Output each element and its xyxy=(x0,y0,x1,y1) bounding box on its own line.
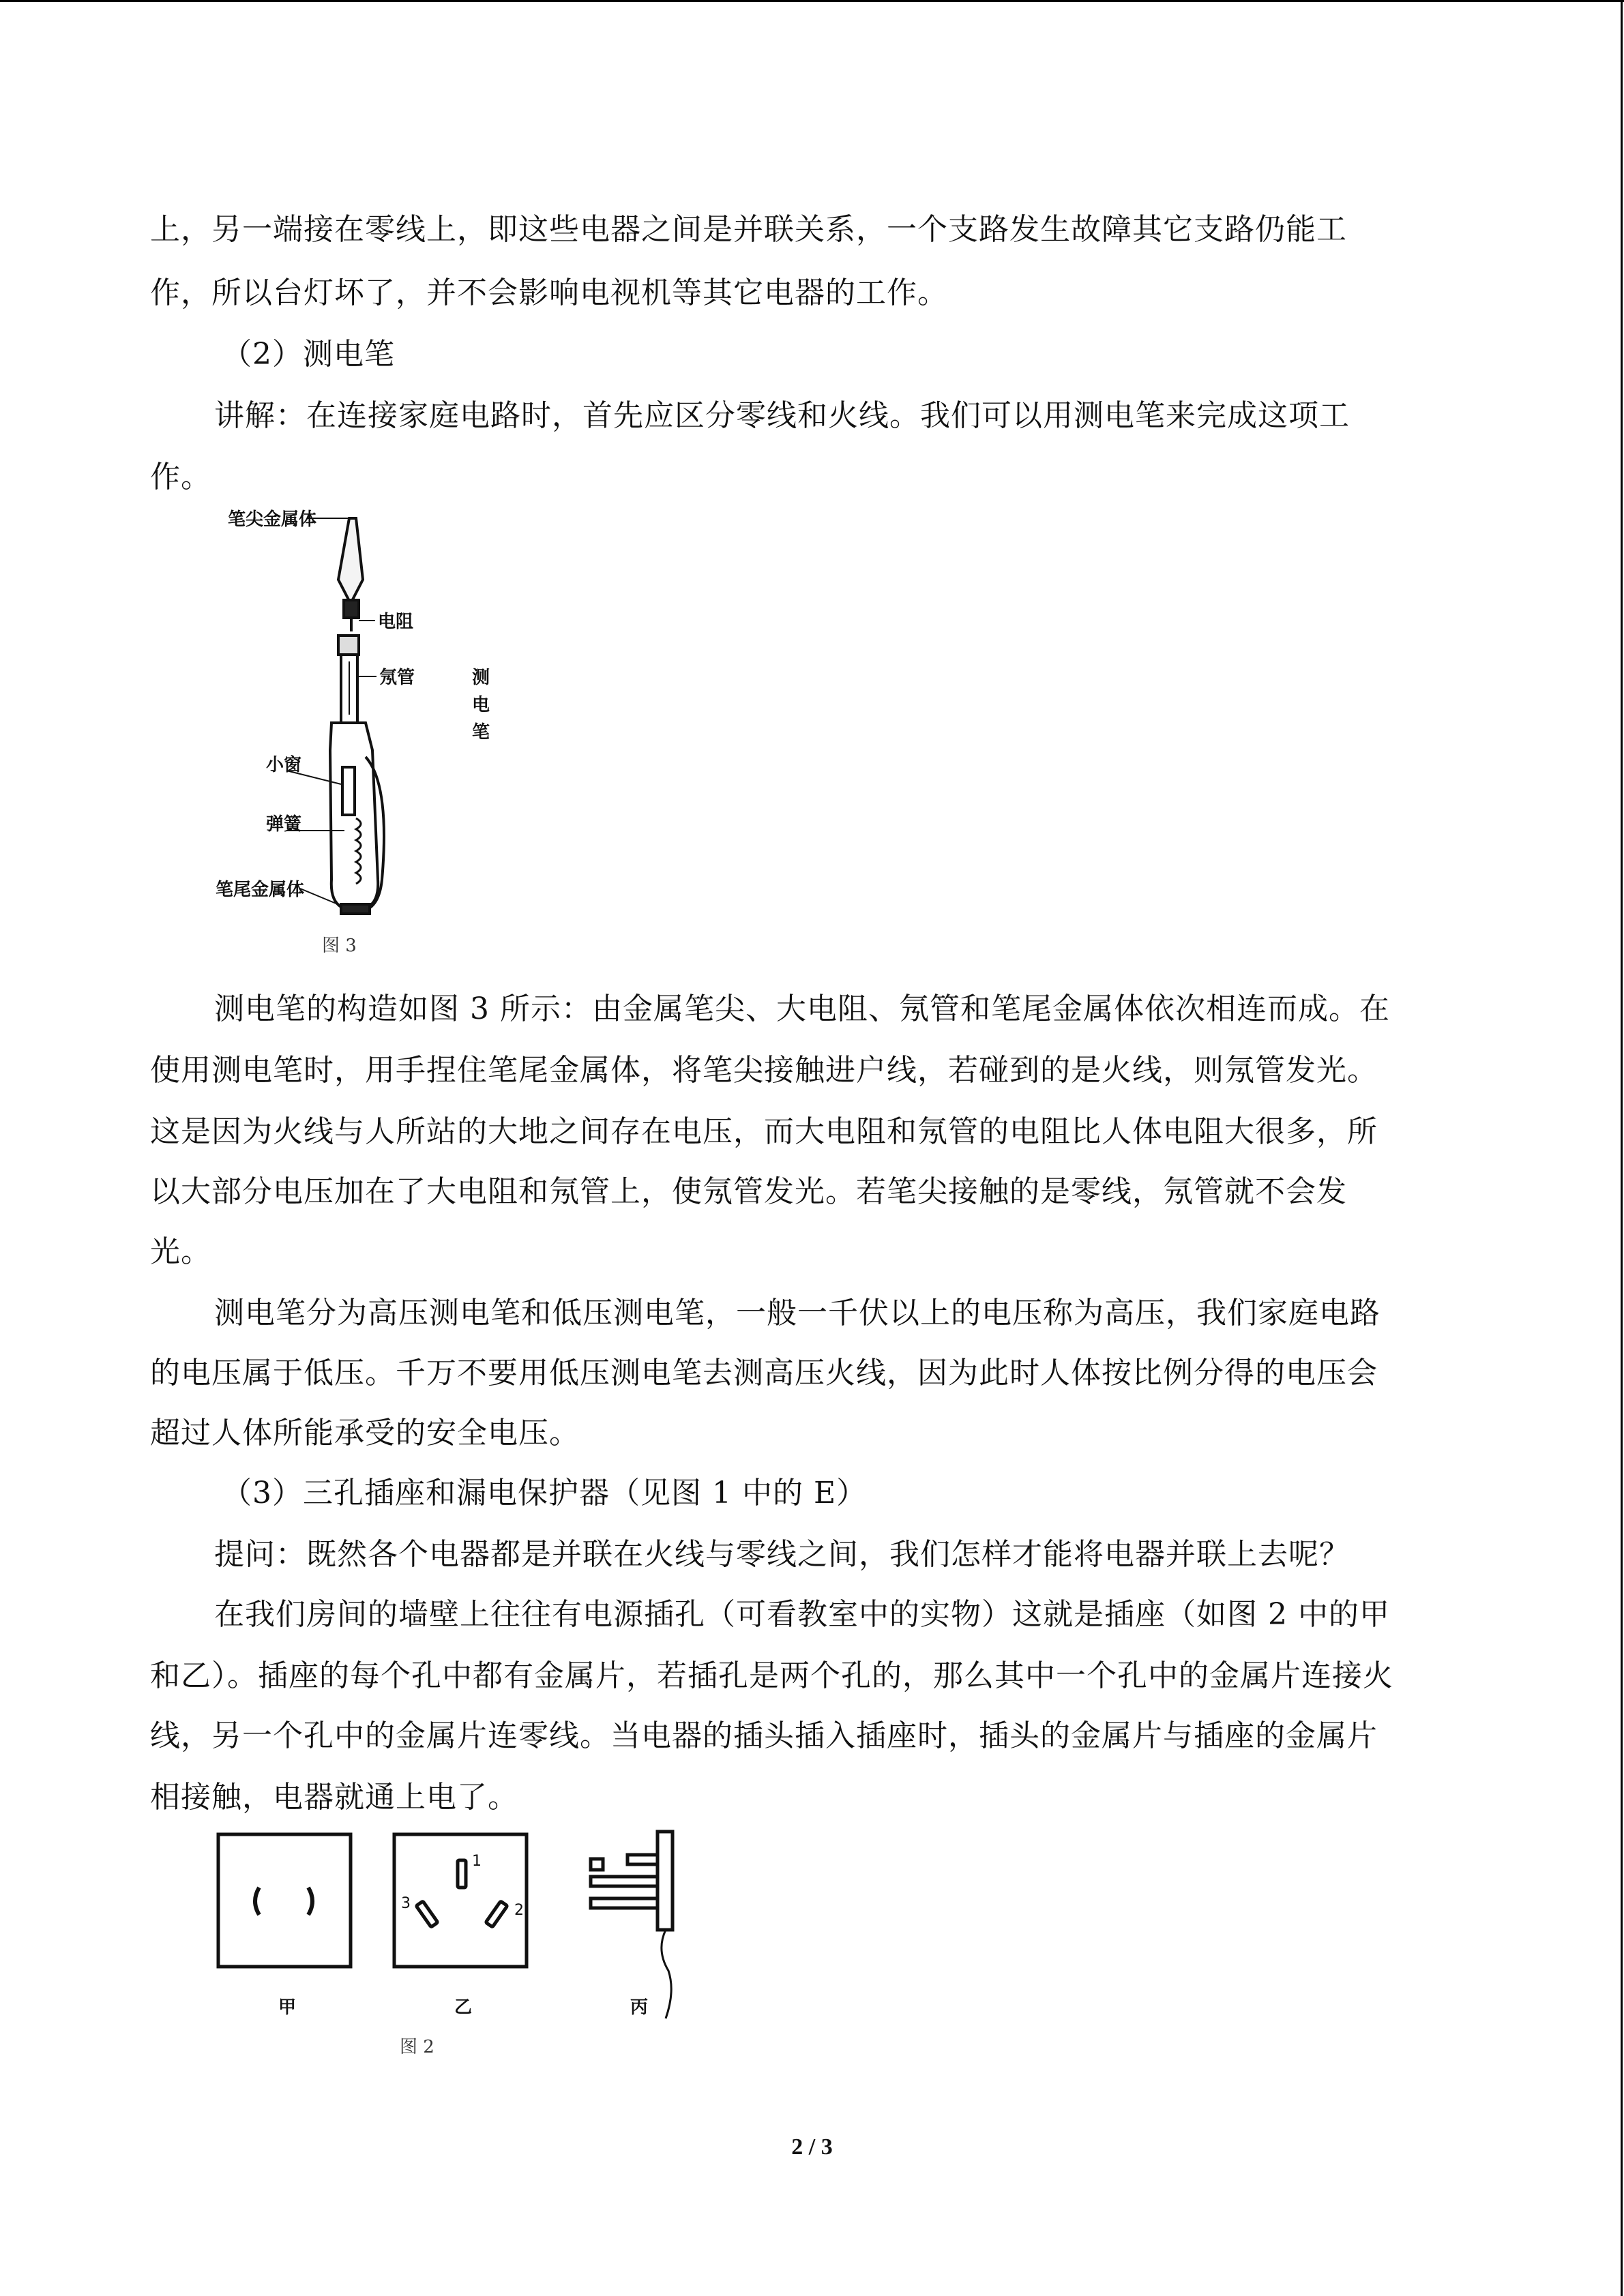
label-neon-tube: 氖管 xyxy=(379,668,415,688)
hole-number-3: 3 xyxy=(401,1895,411,1912)
para5-line1: 提问：既然各个电器都是并联在火线与零线之间，我们怎样才能将电器并联上去呢？ xyxy=(214,1537,1350,1572)
para4-line3: 超过人体所能承受的安全电压。 xyxy=(150,1416,580,1450)
para3-line2: 使用测电笔时，用手捏住笔尾金属体，将笔尖接触进户线，若碰到的是火线，则氖管发光。 xyxy=(150,1053,1378,1088)
pen-tip-drawing xyxy=(338,518,363,631)
label-yi: 乙 xyxy=(454,1997,473,2018)
page-number: 2 / 3 xyxy=(791,2134,833,2160)
right-border xyxy=(1621,0,1623,2296)
label-title-3: 笔 xyxy=(472,722,490,743)
label-title-2: 电 xyxy=(472,695,490,715)
pen-body-drawing xyxy=(330,636,384,914)
para6-line2: 和乙）。插座的每个孔中都有金属片，若插孔是两个孔的，那么其中一个孔中的金属片连接火 xyxy=(150,1658,1393,1693)
hole-number-2: 2 xyxy=(514,1902,524,1919)
label-title-1: 测 xyxy=(472,668,490,688)
para4-line2: 的电压属于低压。千万不要用低压测电笔去测高压火线，因为此时人体按比例分得的电压会 xyxy=(150,1356,1378,1390)
two-hole-socket xyxy=(218,1834,351,1967)
para3-line3: 这是因为火线与人所站的大地之间存在电压，而大电阻和氖管的电阻比人体电阻大很多，所 xyxy=(150,1114,1378,1149)
para6-line4: 相接触，电器就通上电了。 xyxy=(150,1780,518,1815)
section-heading-test-pen: （2）测电笔 xyxy=(222,337,395,372)
hole-number-1: 1 xyxy=(472,1853,482,1870)
label-tail-metal: 笔尾金属体 xyxy=(216,880,305,900)
para2-line2: 作。 xyxy=(150,460,211,494)
para6-line3: 线，另一个孔中的金属片连零线。当电器的插头插入插座时，插头的金属片与插座的金属片 xyxy=(150,1718,1378,1753)
figure-2-sockets xyxy=(205,1821,696,2073)
top-border xyxy=(0,0,1624,2)
para2-line1: 讲解：在连接家庭电路时，首先应区分零线和火线。我们可以用测电笔来完成这项工 xyxy=(214,398,1350,433)
label-window: 小窗 xyxy=(266,755,302,775)
para1-line2: 作，所以台灯坏了，并不会影响电视机等其它电器的工作。 xyxy=(150,275,948,310)
label-bing: 丙 xyxy=(630,1997,649,2018)
label-spring: 弹簧 xyxy=(266,814,302,835)
figure-3-test-pen xyxy=(205,498,532,961)
para3-line5: 光。 xyxy=(150,1234,211,1269)
label-resistor: 电阻 xyxy=(378,612,414,632)
para4-line1: 测电笔分为高压测电笔和低压测电笔，一般一千伏以上的电压称为高压，我们家庭电路 xyxy=(214,1296,1381,1330)
label-tip-metal: 笔尖金属体 xyxy=(228,509,317,530)
para3-line4: 以大部分电压加在了大电阻和氖管上，使氖管发光。若笔尖接触的是零线，氖管就不会发 xyxy=(150,1174,1347,1209)
para6-line1: 在我们房间的墙壁上往往有电源插孔（可看教室中的实物）这就是插座（如图 2 中的甲 xyxy=(214,1597,1390,1632)
label-jia: 甲 xyxy=(278,1997,297,2018)
figure-3-caption: 图 3 xyxy=(322,936,357,956)
figure-2-caption: 图 2 xyxy=(400,2037,434,2057)
section-heading-socket: （3）三孔插座和漏电保护器（见图 1 中的 E） xyxy=(222,1476,868,1510)
para1-line1: 上，另一端接在零线上，即这些电器之间是并联关系，一个支路发生故障其它支路仍能工 xyxy=(150,212,1347,247)
three-hole-socket xyxy=(394,1834,527,1967)
para3-line1: 测电笔的构造如图 3 所示：由金属笔尖、大电阻、氖管和笔尾金属体依次相连而成。在 xyxy=(214,992,1390,1026)
three-pin-plug xyxy=(591,1832,673,2018)
